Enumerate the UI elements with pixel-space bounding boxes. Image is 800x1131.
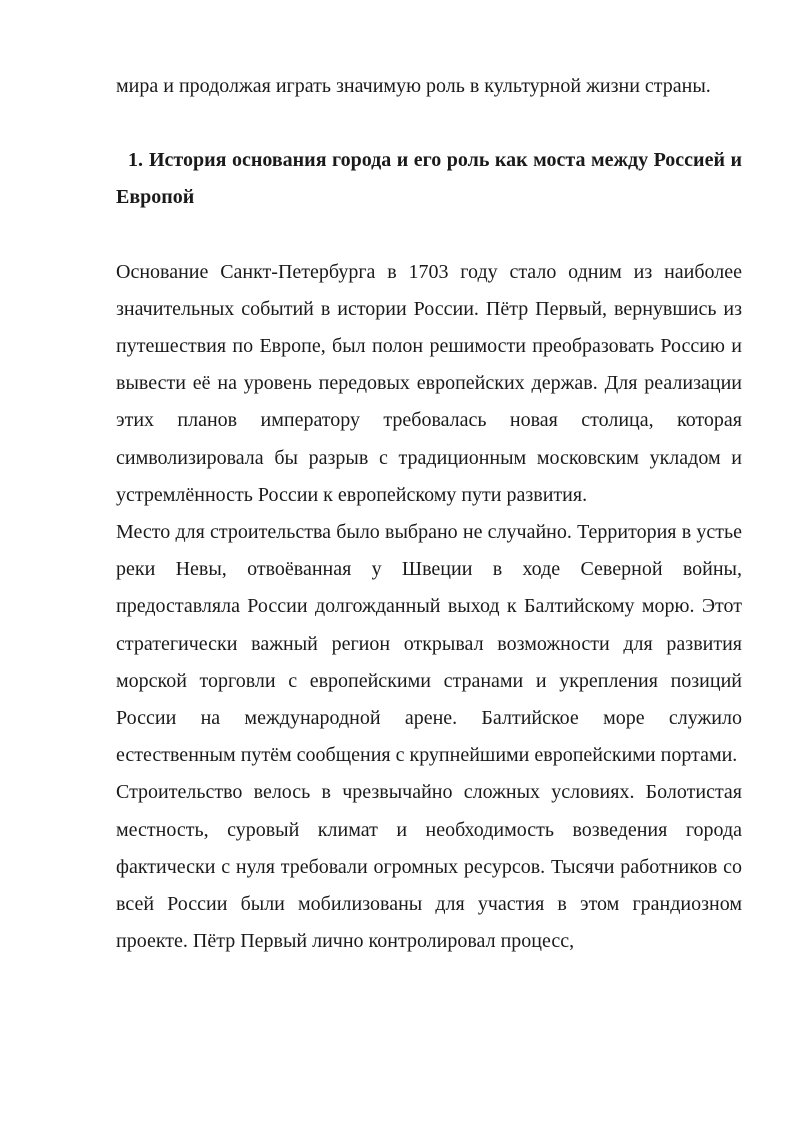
body-paragraph-1: Основание Санкт-Петербурга в 1703 году стало одним из наиболее значительных событий в истории России. Пётр Первый, вернувшись из путешествия по Европе, был полон решимости преобразовать Россию и вывести её на уровень передовых европейских держав. Для реализации этих планов императору требовалась новая столица, которая символизировала бы разрыв с традиционным московским укладом и устремлённость России к европейскому пути развития.	[116, 260, 742, 506]
body-paragraph-2: Место для строительства было выбрано не случайно. Территория в устье реки Невы, отвоёванная у Швеции в ходе Северной войны, предоставляла России долгожданный выход к Балтийскому морю. Этот стратегически важный регион открывал возможности для развития морской торговли с европейскими странами и укрепления позиций России на международной арене. Балтийское море служило естественным путём сообщения с крупнейшими европейскими портами.	[116, 521, 742, 767]
section-title: История основания города и его роль как моста между Россией и Европой	[116, 149, 742, 209]
document-page	[116, 68, 742, 960]
intro-paragraph-tail: мира и продолжая играть значимую роль в культурной жизни страны.	[116, 75, 711, 97]
body-paragraph-3: Строительство велось в чрезвычайно сложных условиях. Болотистая местность, суровый климат и необходимость возведения города фактически с нуля требовали огромных ресурсов. Тысячи работников со всей России были мобилизованы для участия в этом грандиозном проекте. Пётр Первый лично контролировал процесс,	[116, 781, 742, 953]
section-number: 1.	[128, 149, 143, 172]
section-heading	[116, 142, 742, 216]
